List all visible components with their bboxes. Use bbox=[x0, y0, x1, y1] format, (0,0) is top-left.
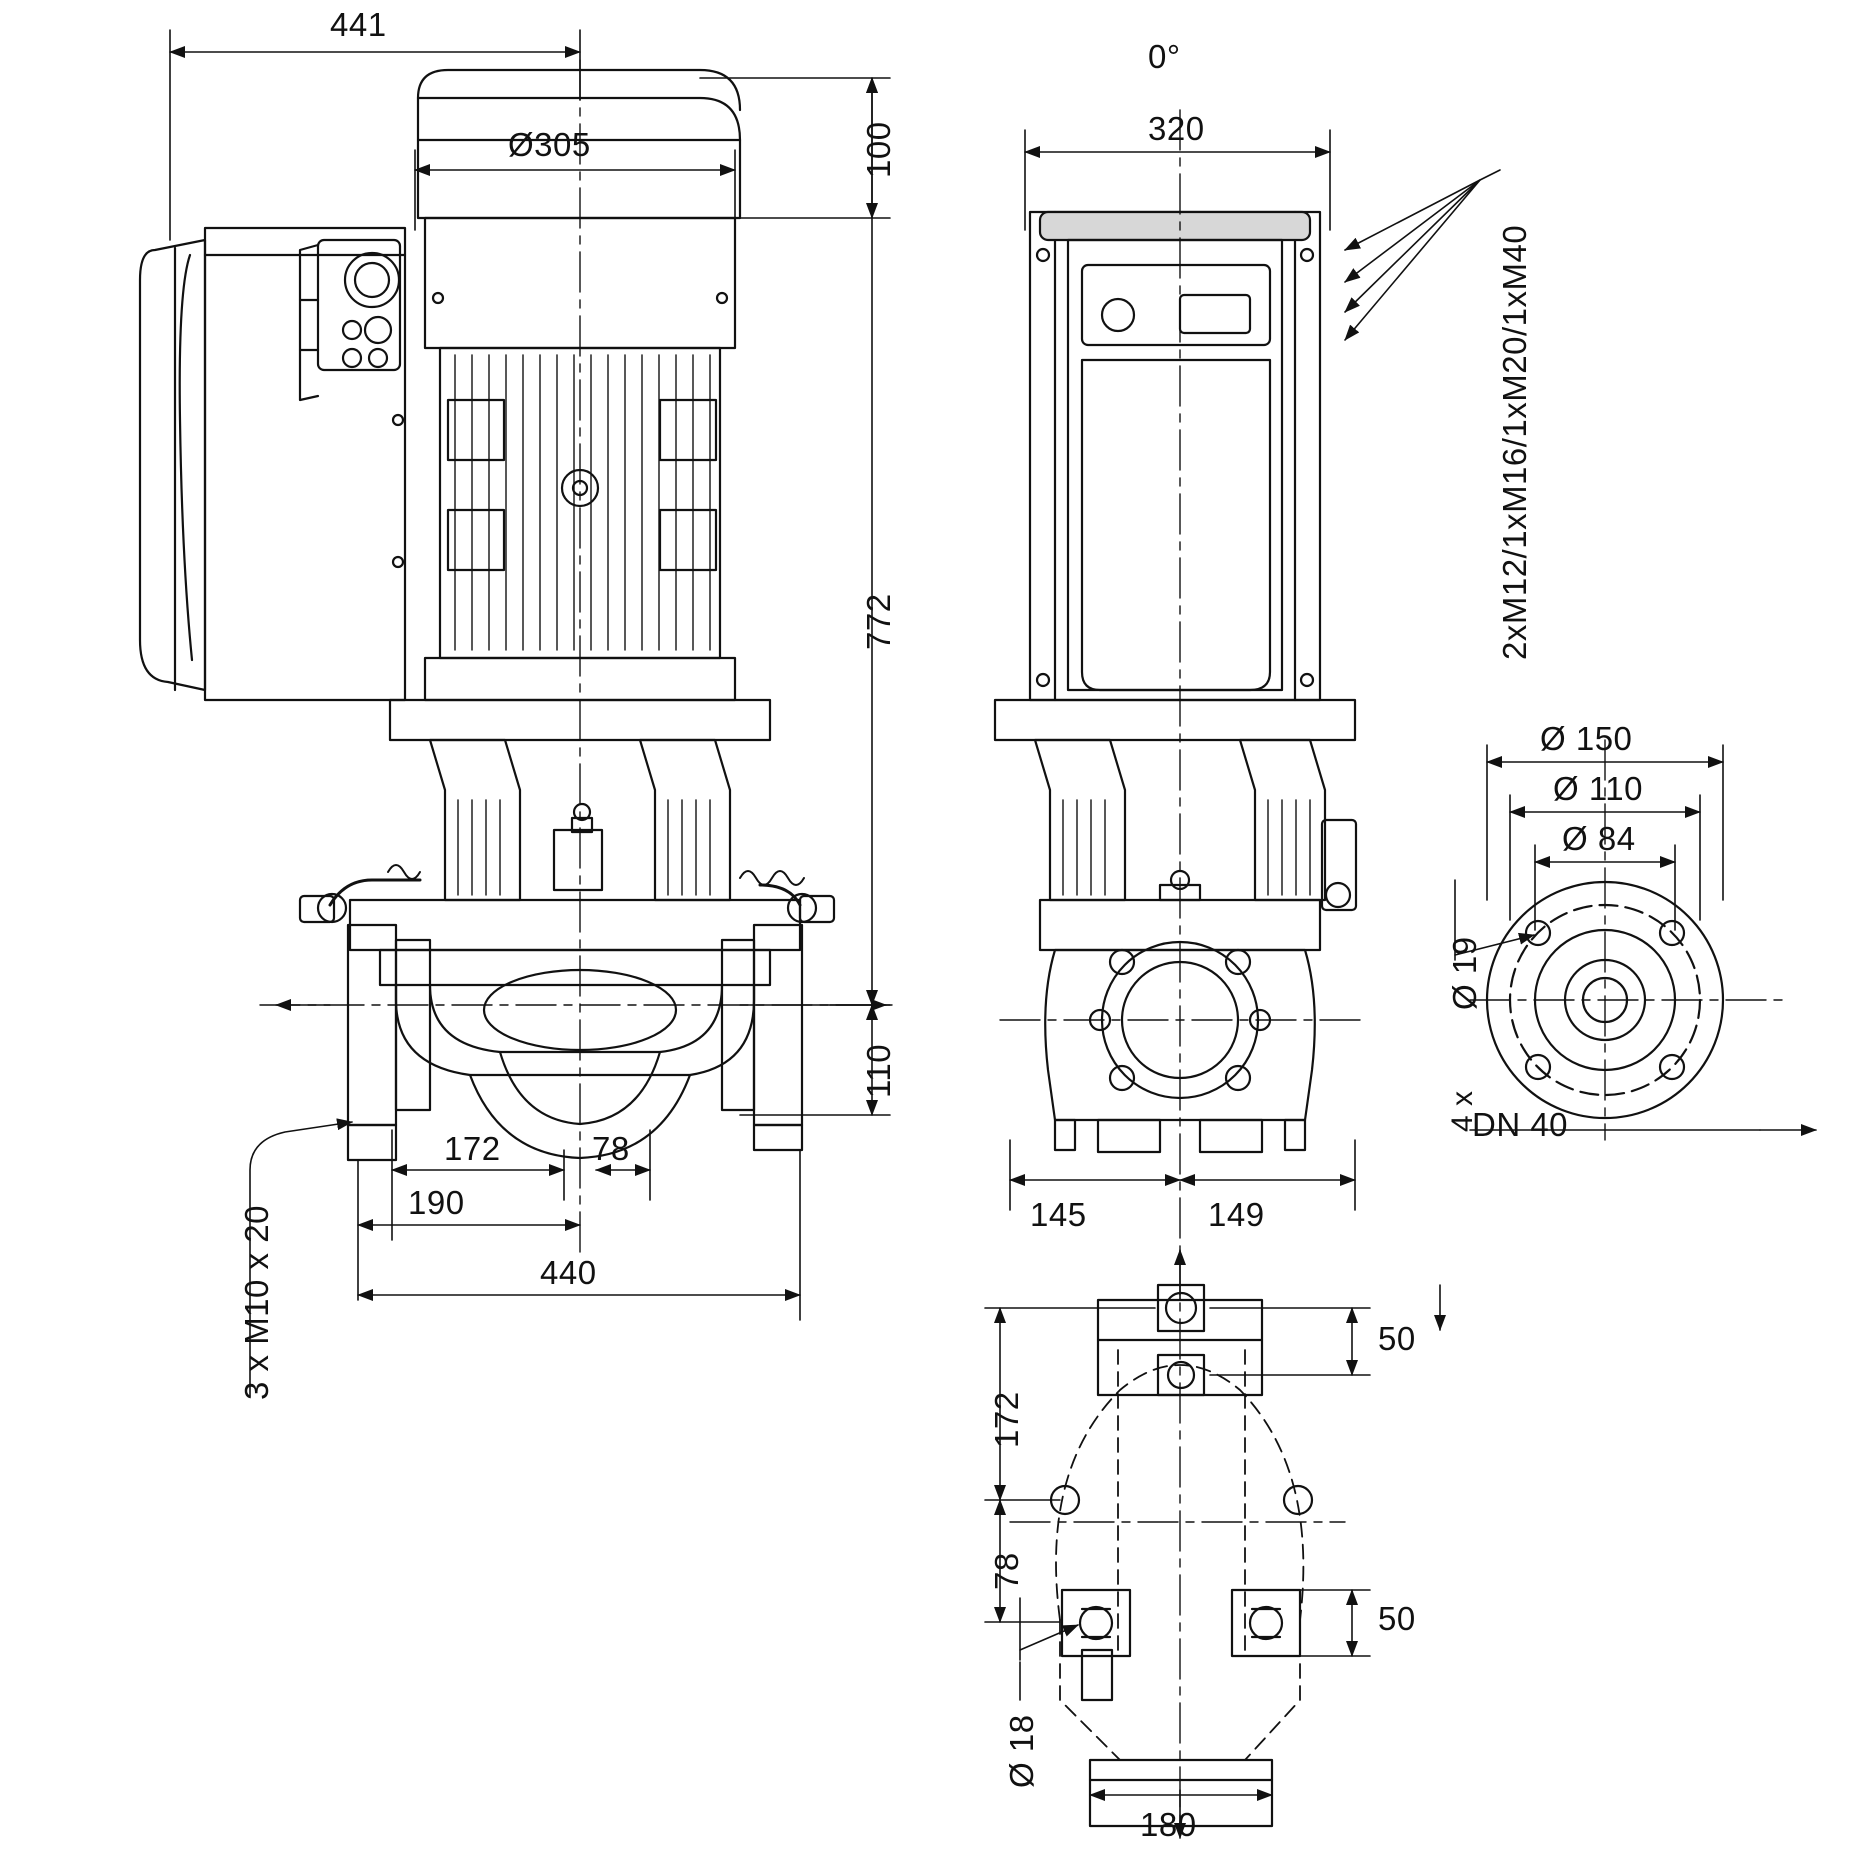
dim-172-base: 172 bbox=[988, 1391, 1025, 1448]
dim-440: 440 bbox=[540, 1254, 597, 1291]
dim-dia-19: Ø 19 bbox=[1446, 936, 1483, 1010]
dim-50-bottom: 50 bbox=[1378, 1600, 1416, 1637]
dim-dia-150: Ø 150 bbox=[1540, 720, 1633, 757]
dim-dia-305: Ø305 bbox=[508, 126, 591, 163]
note-4x: 4 x bbox=[1446, 1090, 1479, 1132]
dim-145: 145 bbox=[1030, 1196, 1087, 1233]
dim-441: 441 bbox=[330, 6, 387, 43]
dim-320: 320 bbox=[1148, 110, 1205, 147]
label-dn40: DN 40 bbox=[1472, 1106, 1569, 1143]
dim-dia-18: Ø 18 bbox=[1003, 1714, 1040, 1788]
dim-dia-110: Ø 110 bbox=[1553, 770, 1643, 807]
dim-180: 180 bbox=[1140, 1806, 1197, 1843]
dim-772: 772 bbox=[860, 593, 897, 650]
note-cable-glands: 2xM12/1xM16/1xM20/1xM40 bbox=[1496, 224, 1533, 660]
note-3xm10x20: 3 x M10 x 20 bbox=[238, 1205, 275, 1400]
dim-172-side: 172 bbox=[444, 1130, 501, 1167]
dim-50-top: 50 bbox=[1378, 1320, 1416, 1357]
dim-100: 100 bbox=[860, 121, 897, 178]
dim-dia-84: Ø 84 bbox=[1562, 820, 1636, 857]
dim-110: 110 bbox=[860, 1043, 897, 1098]
dim-78-base: 78 bbox=[988, 1552, 1025, 1590]
dim-149: 149 bbox=[1208, 1196, 1265, 1233]
label-angle-0: 0° bbox=[1148, 38, 1181, 75]
dim-190: 190 bbox=[408, 1184, 465, 1221]
dim-78-side: 78 bbox=[592, 1130, 630, 1167]
